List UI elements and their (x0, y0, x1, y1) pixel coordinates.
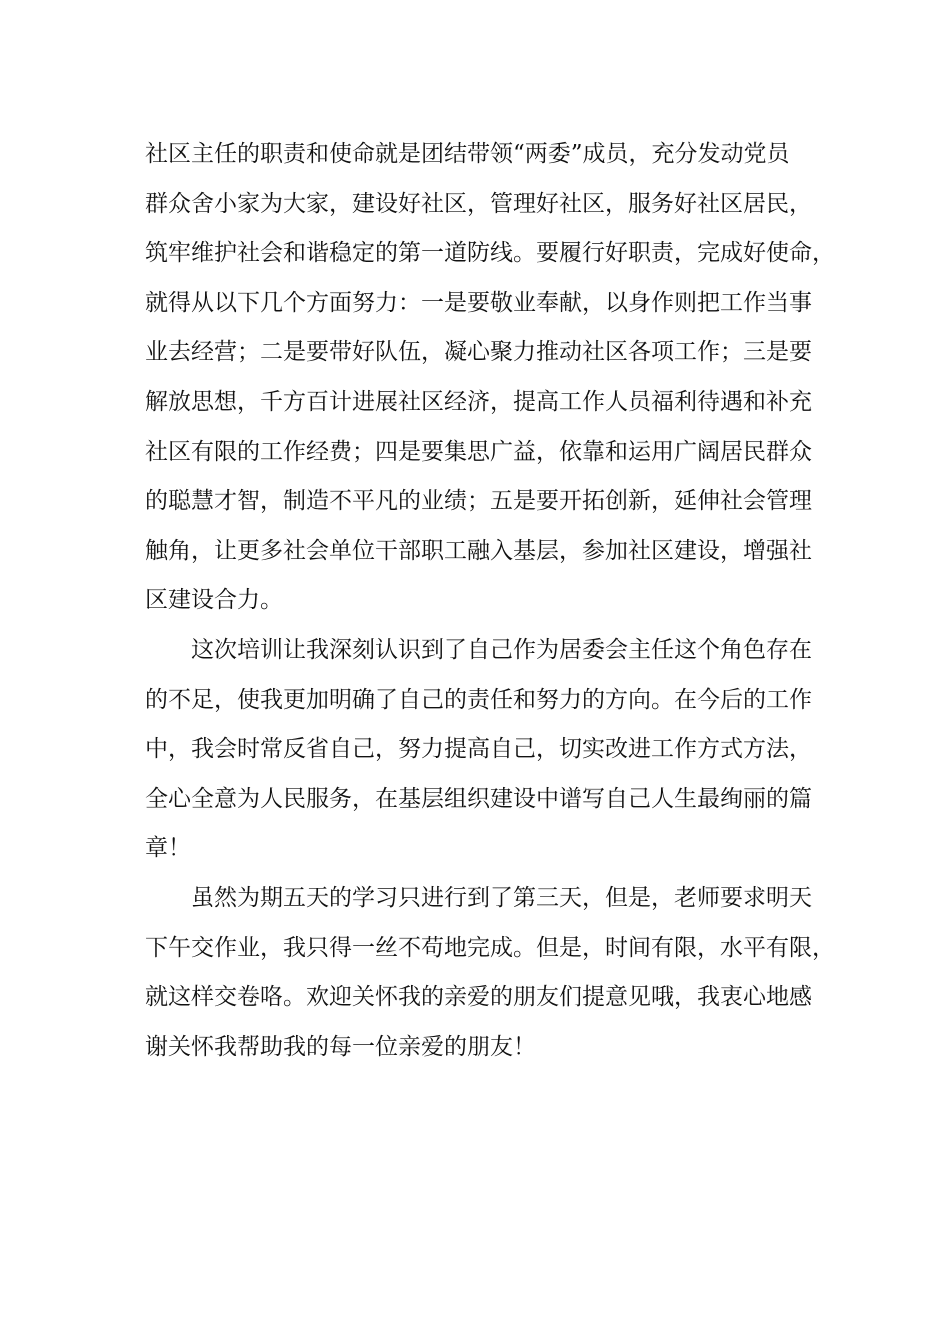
text-line: 群众舍小家为大家，建设好社区，管理好社区，服务好社区居民， (145, 190, 812, 217)
text-line: 谢关怀我帮助我的每一位亲爱的朋友！ (145, 1033, 536, 1060)
text-line: 就这样交卷咯。欢迎关怀我的亲爱的朋友们提意见哦，我衷心地感 (145, 984, 812, 1011)
document-body (145, 130, 835, 1072)
text-line: 社区主任的职责和使命就是团结带领“两委”成员，充分发动党员 (145, 141, 790, 167)
text-line: 章！ (145, 835, 191, 862)
text-line: 就得从以下几个方面努力：一是要敬业奉献，以身作则把工作当事 (145, 289, 812, 316)
paragraph-1 (145, 130, 835, 626)
text-line: 触角，让更多社会单位干部职工融入基层，参加社区建设，增强社 (145, 537, 812, 564)
paragraph-2 (145, 626, 825, 874)
text-line: 业去经营；二是要带好队伍，凝心聚力推动社区各项工作；三是要 (145, 339, 812, 366)
text-line: 解放思想，千方百计进展社区经济，提高工作人员福利待遇和补充 (145, 388, 812, 415)
text-line-indented: 这次培训让我深刻认识到了自己作为居委会主任这个角色存在 (191, 636, 812, 663)
text-line-indented: 虽然为期五天的学习只进行到了第三天，但是，老师要求明天 (191, 884, 812, 911)
text-line: 社区有限的工作经费；四是要集思广益，依靠和运用广阔居民群众 (145, 438, 812, 465)
text-line: 筑牢维护社会和谐稳定的第一道防线。要履行好职责，完成好使命， (145, 240, 835, 267)
paragraph-3 (145, 874, 835, 1072)
text-line: 全心全意为人民服务，在基层组织建设中谱写自己人生最绚丽的篇 (145, 785, 812, 812)
text-line: 下午交作业，我只得一丝不苟地完成。但是，时间有限，水平有限， (145, 934, 835, 961)
text-line: 的聪慧才智，制造不平凡的业绩；五是要开拓创新，延伸社会管理 (145, 488, 812, 515)
text-line: 中，我会时常反省自己，努力提高自己，切实改进工作方式方法， (145, 736, 812, 763)
text-line: 的不足，使我更加明确了自己的责任和努力的方向。在今后的工作 (145, 686, 812, 713)
text-line: 区建设合力。 (145, 587, 283, 614)
